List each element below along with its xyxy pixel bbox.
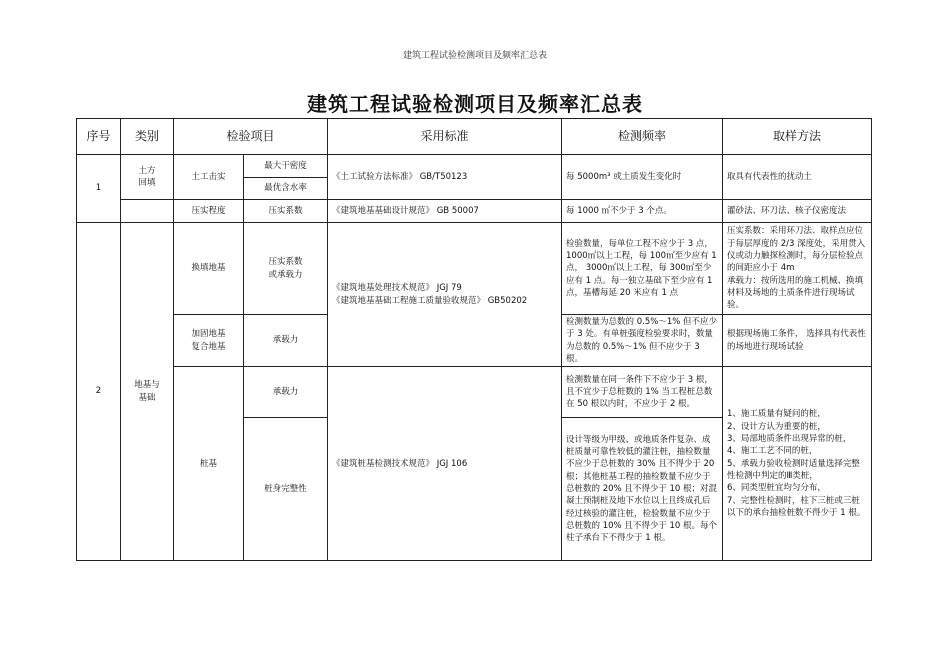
running-header: 建筑工程试验检测项目及频率汇总表 — [402, 51, 547, 61]
inspection-table — [76, 118, 872, 561]
cell-item-compaction-test: 土工击实 — [174, 155, 244, 200]
header-category: 类别 — [121, 119, 174, 155]
cell-item-pile-foundation: 桩基 — [174, 367, 244, 561]
cell-sub-optimum-moisture: 最优含水率 — [244, 178, 328, 200]
cell-seq-1: 1 — [77, 155, 121, 223]
cell-sampling-2: 灌砂法、环刀法、核子仪密度法 — [723, 200, 872, 223]
cell-sub-pile-capacity: 承载力 — [244, 367, 328, 418]
cell-sub-bearing-capacity-b: 承载力 — [244, 315, 328, 367]
header-item: 检验项目 — [174, 119, 328, 155]
cell-standard-2: 《建筑地基基础设计规范》 GB 50007 — [328, 200, 562, 223]
cell-seq-2: 2 — [77, 223, 121, 561]
cell-sub-pile-integrity: 桩身完整性 — [244, 418, 328, 561]
cell-item-replacement-foundation: 换填地基 — [174, 223, 244, 315]
header-standard: 采用标准 — [328, 119, 562, 155]
header-frequency: 检测频率 — [562, 119, 723, 155]
cell-sampling-1: 取具有代表性的扰动土 — [723, 155, 872, 200]
cell-sampling-reinforced: 根据现场施工条件， 选择具有代表性的场地进行现场试验 — [723, 315, 872, 367]
cell-frequency-2: 每 1000 ㎡不少于 3 个点。 — [562, 200, 723, 223]
cell-sub-replacement: 压实系数 或承载力 — [244, 223, 328, 315]
cell-frequency-replacement: 检验数量，每单位工程不应少于 3 点， 1000㎡以上工程，每 100㎡至少应有 1 点， 3000㎡以上工程，每 300㎡至少应有 1 点。每一独立基础下至少应有 1 点，基槽每延 20 米应有 1 点 — [562, 223, 723, 315]
table-row — [77, 367, 872, 418]
cell-sub-compaction-coefficient: 压实系数 — [244, 200, 328, 223]
document-title: 建筑工程试验检测项目及频率汇总表 — [307, 92, 643, 116]
cell-category-1: 土方 回填 — [121, 155, 174, 200]
header-row — [77, 119, 872, 155]
table-row — [77, 155, 872, 178]
header-seq: 序号 — [77, 119, 121, 155]
cell-frequency-reinforced: 检测数量为总数的 0.5%～1% 但不应少于 3 处。有单桩强度检验要求时，数量为总数的 0.5%～1% 但不应少于 3 根。 — [562, 315, 723, 367]
header-sampling: 取样方法 — [723, 119, 872, 155]
cell-frequency-pile-capacity: 检测数量在同一条件下不应少于 3 根，且不宜少于总桩数的 1% 当工程桩总数在 50 根以内时，不应少于 2 根。 — [562, 367, 723, 418]
cell-sampling-replacement: 压实系数：采用环刀法、取样点应位于每层厚度的 2/3 深度处，采用贯入仪或动力触探检测时，每分层检验点的间距应小于 4m 承载力：按所选用的施工机械、换填材料及场地的土质条件进行现场试验。 — [723, 223, 872, 315]
cell-standard-pile: 《建筑桩基检测技术规范》 JGJ 106 — [328, 367, 562, 561]
cell-frequency-1: 每 5000m³ 或土质发生变化时 — [562, 155, 723, 200]
cell-category-1-cont — [121, 200, 174, 223]
table-row — [77, 223, 872, 315]
cell-item-compaction-degree: 压实程度 — [174, 200, 244, 223]
cell-sampling-pile: 1、施工质量有疑问的桩， 2、设计方认为重要的桩， 3、局部地质条件出现异常的桩， 4、施工工艺不同的桩， 5、承载力验收检测时适量选择完整性检测中判定的Ⅲ类桩， 6、同类型桩宜均匀分布， 7、完整性检测时，柱下三桩或三桩以下的承台抽检桩数不得少于 1 根。 — [723, 367, 872, 561]
cell-item-reinforced-foundation: 加固地基 复合地基 — [174, 315, 244, 367]
cell-frequency-pile-integrity: 设计等级为甲级、或地质条件复杂、成桩质量可靠性较低的灌注桩，抽检数量不应少于总桩数的 30% 且不得少于 20 根；其他桩基工程的抽检数量不应少于总桩数的 20% 且不得少于 10 根；对混凝土预制桩及地下水位以上且终成孔后经过核验的灌注桩，检验数量不应少于总桩数的 10% 且不得少于 10 根。每个柱子承台下不得少于 1 根。 — [562, 418, 723, 561]
table-row — [77, 200, 872, 223]
cell-category-2: 地基与 基础 — [121, 223, 174, 561]
cell-standard-1: 《土工试验方法标准》 GB/T50123 — [328, 155, 562, 200]
cell-standard-foundation: 《建筑地基处理技术规范》 JGJ 79 《建筑地基基础工程施工质量验收规范》 GB50202 — [328, 223, 562, 367]
cell-sub-max-dry-density: 最大干密度 — [244, 155, 328, 178]
